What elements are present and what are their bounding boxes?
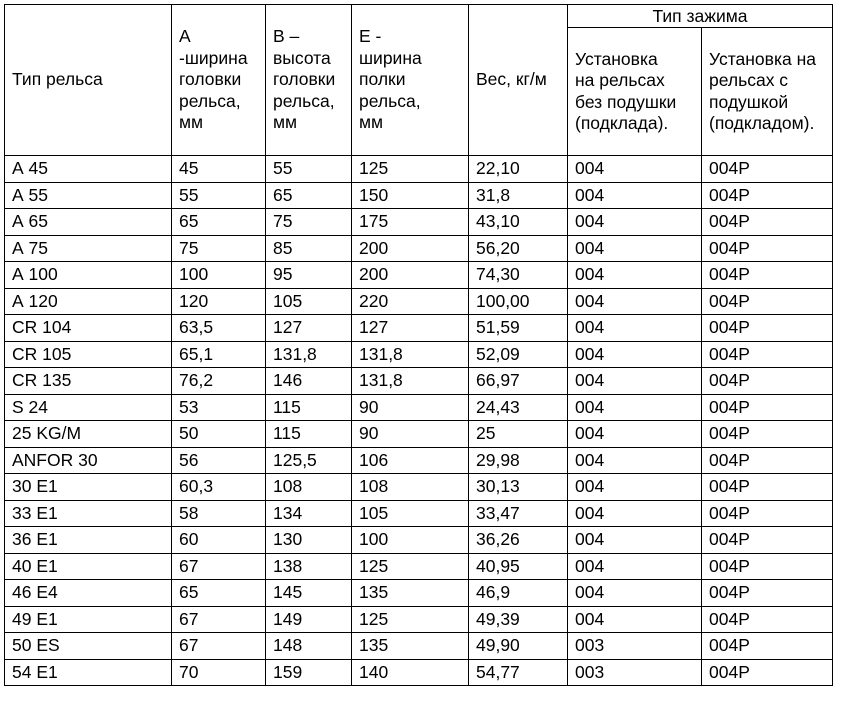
cell-a-width: 53 — [172, 394, 266, 421]
cell-rail-type: А 100 — [5, 262, 172, 289]
cell-a-width: 55 — [172, 182, 266, 209]
cell-e-width: 90 — [352, 394, 469, 421]
table-row — [5, 447, 833, 474]
cell-weight: 54,77 — [469, 659, 568, 686]
cell-a-width: 65,1 — [172, 341, 266, 368]
cell-b-height: 130 — [266, 527, 352, 554]
cell-e-width: 106 — [352, 447, 469, 474]
cell-clamp-no-pad: 004 — [568, 182, 702, 209]
cell-e-width: 135 — [352, 580, 469, 607]
cell-weight: 29,98 — [469, 447, 568, 474]
cell-clamp-with-pad: 004Р — [702, 447, 833, 474]
cell-rail-type: ANFOR 30 — [5, 447, 172, 474]
cell-clamp-no-pad: 004 — [568, 580, 702, 607]
cell-e-width: 90 — [352, 421, 469, 448]
cell-a-width: 58 — [172, 500, 266, 527]
cell-clamp-with-pad: 004Р — [702, 182, 833, 209]
table-row — [5, 474, 833, 501]
cell-clamp-with-pad: 004Р — [702, 527, 833, 554]
cell-rail-type: 25 KG/M — [5, 421, 172, 448]
cell-clamp-no-pad: 004 — [568, 553, 702, 580]
cell-e-width: 140 — [352, 659, 469, 686]
cell-b-height: 105 — [266, 288, 352, 315]
table-row — [5, 394, 833, 421]
cell-clamp-with-pad: 004Р — [702, 606, 833, 633]
cell-rail-type: CR 105 — [5, 341, 172, 368]
cell-b-height: 159 — [266, 659, 352, 686]
table-row — [5, 527, 833, 554]
table-row — [5, 368, 833, 395]
cell-weight: 46,9 — [469, 580, 568, 607]
rail-table-container — [4, 4, 833, 686]
cell-clamp-no-pad: 004 — [568, 421, 702, 448]
cell-a-width: 67 — [172, 606, 266, 633]
cell-clamp-no-pad: 004 — [568, 527, 702, 554]
cell-clamp-no-pad: 004 — [568, 156, 702, 183]
header-rail-type: Тип рельса — [5, 5, 172, 156]
table-body — [5, 156, 833, 686]
cell-b-height: 115 — [266, 394, 352, 421]
cell-rail-type: 33 E1 — [5, 500, 172, 527]
cell-clamp-with-pad: 004Р — [702, 209, 833, 236]
cell-rail-type: 49 E1 — [5, 606, 172, 633]
cell-a-width: 65 — [172, 209, 266, 236]
cell-rail-type: 54 E1 — [5, 659, 172, 686]
cell-clamp-with-pad: 004Р — [702, 368, 833, 395]
table-row — [5, 288, 833, 315]
cell-b-height: 65 — [266, 182, 352, 209]
table-row — [5, 315, 833, 342]
cell-e-width: 105 — [352, 500, 469, 527]
cell-e-width: 127 — [352, 315, 469, 342]
cell-clamp-no-pad: 004 — [568, 606, 702, 633]
cell-weight: 49,90 — [469, 633, 568, 660]
cell-b-height: 146 — [266, 368, 352, 395]
cell-clamp-no-pad: 004 — [568, 394, 702, 421]
cell-b-height: 55 — [266, 156, 352, 183]
cell-clamp-with-pad: 004Р — [702, 156, 833, 183]
cell-weight: 25 — [469, 421, 568, 448]
cell-e-width: 220 — [352, 288, 469, 315]
table-row — [5, 209, 833, 236]
cell-b-height: 134 — [266, 500, 352, 527]
cell-e-width: 131,8 — [352, 341, 469, 368]
cell-weight: 56,20 — [469, 235, 568, 262]
cell-b-height: 75 — [266, 209, 352, 236]
cell-weight: 74,30 — [469, 262, 568, 289]
table-row — [5, 659, 833, 686]
cell-weight: 31,8 — [469, 182, 568, 209]
cell-rail-type: 30 E1 — [5, 474, 172, 501]
table-row — [5, 182, 833, 209]
cell-e-width: 175 — [352, 209, 469, 236]
cell-a-width: 100 — [172, 262, 266, 289]
cell-a-width: 63,5 — [172, 315, 266, 342]
cell-b-height: 138 — [266, 553, 352, 580]
cell-weight: 30,13 — [469, 474, 568, 501]
table-row — [5, 262, 833, 289]
cell-clamp-with-pad: 004Р — [702, 341, 833, 368]
cell-e-width: 150 — [352, 182, 469, 209]
cell-a-width: 120 — [172, 288, 266, 315]
cell-clamp-with-pad: 004Р — [702, 262, 833, 289]
cell-weight: 51,59 — [469, 315, 568, 342]
table-row — [5, 553, 833, 580]
cell-e-width: 125 — [352, 156, 469, 183]
table-row — [5, 606, 833, 633]
header-no-pad: Установка на рельсах без подушки (подклада). — [568, 28, 702, 156]
cell-rail-type: CR 135 — [5, 368, 172, 395]
cell-clamp-no-pad: 004 — [568, 368, 702, 395]
cell-rail-type: А 75 — [5, 235, 172, 262]
cell-clamp-with-pad: 004Р — [702, 580, 833, 607]
cell-b-height: 149 — [266, 606, 352, 633]
cell-rail-type: S 24 — [5, 394, 172, 421]
cell-clamp-with-pad: 004Р — [702, 288, 833, 315]
cell-clamp-no-pad: 004 — [568, 447, 702, 474]
cell-a-width: 50 — [172, 421, 266, 448]
header-clamp-type: Тип зажима — [568, 5, 833, 28]
cell-b-height: 85 — [266, 235, 352, 262]
cell-e-width: 108 — [352, 474, 469, 501]
cell-rail-type: А 55 — [5, 182, 172, 209]
cell-e-width: 125 — [352, 606, 469, 633]
cell-clamp-no-pad: 003 — [568, 659, 702, 686]
cell-weight: 66,97 — [469, 368, 568, 395]
cell-a-width: 56 — [172, 447, 266, 474]
cell-clamp-no-pad: 004 — [568, 474, 702, 501]
cell-e-width: 100 — [352, 527, 469, 554]
table-row — [5, 580, 833, 607]
rail-table — [4, 4, 833, 686]
cell-clamp-with-pad: 004Р — [702, 553, 833, 580]
cell-b-height: 108 — [266, 474, 352, 501]
cell-rail-type: 50 ES — [5, 633, 172, 660]
cell-e-width: 200 — [352, 262, 469, 289]
cell-e-width: 135 — [352, 633, 469, 660]
cell-a-width: 45 — [172, 156, 266, 183]
cell-e-width: 125 — [352, 553, 469, 580]
cell-clamp-no-pad: 003 — [568, 633, 702, 660]
cell-b-height: 131,8 — [266, 341, 352, 368]
cell-weight: 100,00 — [469, 288, 568, 315]
cell-weight: 43,10 — [469, 209, 568, 236]
cell-a-width: 60,3 — [172, 474, 266, 501]
cell-weight: 49,39 — [469, 606, 568, 633]
cell-clamp-with-pad: 004Р — [702, 235, 833, 262]
cell-clamp-no-pad: 004 — [568, 209, 702, 236]
cell-b-height: 148 — [266, 633, 352, 660]
cell-rail-type: А 65 — [5, 209, 172, 236]
cell-a-width: 60 — [172, 527, 266, 554]
cell-b-height: 115 — [266, 421, 352, 448]
header-a-width: А -ширина головки рельса, мм — [172, 5, 266, 156]
cell-a-width: 67 — [172, 633, 266, 660]
cell-clamp-no-pad: 004 — [568, 500, 702, 527]
table-row — [5, 156, 833, 183]
table-row — [5, 500, 833, 527]
cell-rail-type: 46 E4 — [5, 580, 172, 607]
cell-e-width: 131,8 — [352, 368, 469, 395]
cell-weight: 36,26 — [469, 527, 568, 554]
header-b-height: В – высота головки рельса, мм — [266, 5, 352, 156]
cell-weight: 22,10 — [469, 156, 568, 183]
cell-rail-type: А 120 — [5, 288, 172, 315]
header-e-width: Е - ширина полки рельса, мм — [352, 5, 469, 156]
cell-rail-type: CR 104 — [5, 315, 172, 342]
cell-weight: 52,09 — [469, 341, 568, 368]
cell-b-height: 127 — [266, 315, 352, 342]
cell-a-width: 75 — [172, 235, 266, 262]
cell-a-width: 65 — [172, 580, 266, 607]
cell-clamp-no-pad: 004 — [568, 341, 702, 368]
table-row — [5, 633, 833, 660]
cell-rail-type: А 45 — [5, 156, 172, 183]
cell-a-width: 67 — [172, 553, 266, 580]
header-weight: Вес, кг/м — [469, 5, 568, 156]
cell-a-width: 76,2 — [172, 368, 266, 395]
cell-e-width: 200 — [352, 235, 469, 262]
cell-a-width: 70 — [172, 659, 266, 686]
cell-clamp-with-pad: 004Р — [702, 394, 833, 421]
cell-weight: 40,95 — [469, 553, 568, 580]
header-with-pad: Установка на рельсах с подушкой (подкладом). — [702, 28, 833, 156]
cell-b-height: 125,5 — [266, 447, 352, 474]
cell-b-height: 95 — [266, 262, 352, 289]
cell-rail-type: 40 E1 — [5, 553, 172, 580]
table-row — [5, 341, 833, 368]
cell-weight: 33,47 — [469, 500, 568, 527]
cell-rail-type: 36 E1 — [5, 527, 172, 554]
table-row — [5, 421, 833, 448]
cell-clamp-no-pad: 004 — [568, 288, 702, 315]
cell-clamp-with-pad: 004Р — [702, 474, 833, 501]
cell-clamp-no-pad: 004 — [568, 235, 702, 262]
cell-clamp-no-pad: 004 — [568, 315, 702, 342]
cell-clamp-with-pad: 004Р — [702, 659, 833, 686]
cell-clamp-with-pad: 004Р — [702, 633, 833, 660]
cell-clamp-no-pad: 004 — [568, 262, 702, 289]
cell-b-height: 145 — [266, 580, 352, 607]
cell-clamp-with-pad: 004Р — [702, 315, 833, 342]
cell-clamp-with-pad: 004Р — [702, 500, 833, 527]
cell-weight: 24,43 — [469, 394, 568, 421]
cell-clamp-with-pad: 004Р — [702, 421, 833, 448]
table-row — [5, 235, 833, 262]
